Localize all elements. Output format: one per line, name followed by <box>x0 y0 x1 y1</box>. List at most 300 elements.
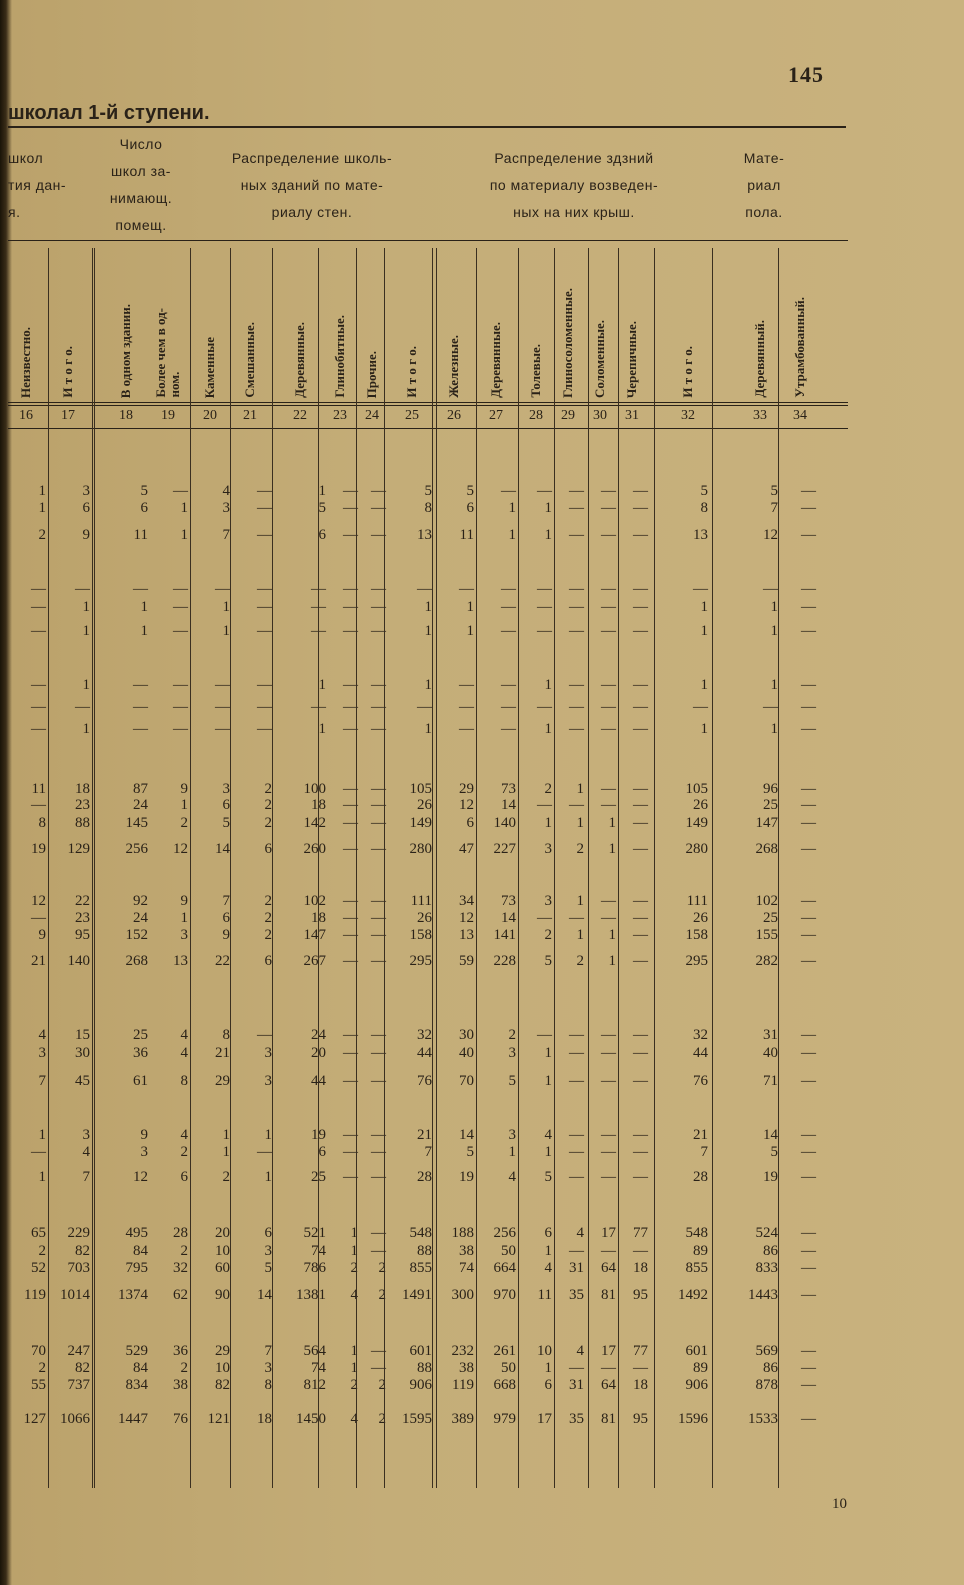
table-cell: — <box>569 721 584 737</box>
table-cell: 6 <box>264 841 272 857</box>
table-row <box>8 950 848 972</box>
table-cell: 26 <box>693 910 708 926</box>
table-cell: — <box>633 699 648 715</box>
table-cell: — <box>31 677 46 693</box>
column-header-label: В одном здании. <box>118 303 133 398</box>
table-cell: 1 <box>700 623 708 639</box>
table-cell: — <box>257 599 272 615</box>
table-cell: — <box>343 953 358 969</box>
table-cell: 5 <box>222 815 230 831</box>
table-cell: 1 <box>770 677 778 693</box>
table-cell: 2 <box>378 1411 386 1427</box>
column-number: 16 <box>19 408 33 423</box>
column-divider <box>432 248 433 1488</box>
table-cell: 14 <box>459 1127 474 1143</box>
table-cell: 14 <box>257 1287 272 1303</box>
table-cell: 14 <box>501 910 516 926</box>
table-cell: 1 <box>222 1144 230 1160</box>
table-cell: 35 <box>569 1287 584 1303</box>
column-header-label: И т о г о. <box>680 346 695 398</box>
table-cell: — <box>371 1045 386 1061</box>
table-cell: — <box>31 910 46 926</box>
table-cell: 2 <box>544 927 552 943</box>
table-cell: 834 <box>125 1377 148 1393</box>
table-cell: — <box>601 623 616 639</box>
table-cell: 1 <box>576 781 584 797</box>
table-cell: — <box>801 699 816 715</box>
table-cell: 8 <box>700 500 708 516</box>
table-cell: 141 <box>493 927 516 943</box>
table-cell: — <box>601 1045 616 1061</box>
table-cell: — <box>31 1144 46 1160</box>
table-cell: — <box>343 527 358 543</box>
table-cell: — <box>215 699 230 715</box>
table-cell: 1 <box>318 677 326 693</box>
table-cell: 4 <box>544 1127 552 1143</box>
table-cell: 55 <box>31 1377 46 1393</box>
table-cell: 2 <box>38 527 46 543</box>
table-cell: 1 <box>82 599 90 615</box>
table-cell: — <box>173 721 188 737</box>
table-cell: — <box>343 483 358 499</box>
table-cell: 524 <box>755 1225 778 1241</box>
table-cell: 5 <box>264 1260 272 1276</box>
table-cell: — <box>501 483 516 499</box>
table-cell: 3 <box>508 1127 516 1143</box>
table-cell: 21 <box>215 1045 230 1061</box>
table-cell: 86 <box>763 1360 778 1376</box>
table-cell: — <box>371 1073 386 1089</box>
table-cell: — <box>601 1073 616 1089</box>
table-cell: 3 <box>222 500 230 516</box>
table-cell: 8 <box>222 1027 230 1043</box>
column-header-label: Железные. <box>446 335 461 398</box>
table-cell: 12 <box>31 893 46 909</box>
table-cell: — <box>801 623 816 639</box>
column-header-label: Деревянные. <box>488 322 503 398</box>
table-cell: — <box>75 581 90 597</box>
table-row <box>8 1166 848 1188</box>
table-cell: — <box>633 1073 648 1089</box>
table-cell: — <box>801 841 816 857</box>
table-cell: 6 <box>82 500 90 516</box>
table-cell: 795 <box>125 1260 148 1276</box>
column-number: 30 <box>593 408 607 423</box>
column-divider <box>92 248 93 1488</box>
table-cell: 268 <box>755 841 778 857</box>
column-header-label: Деревянный. <box>752 320 767 398</box>
table-cell: — <box>633 1127 648 1143</box>
table-cell: — <box>343 599 358 615</box>
column-header-17 <box>48 248 88 398</box>
table-cell: 119 <box>24 1287 46 1303</box>
table-cell: 4 <box>180 1127 188 1143</box>
table-cell: 50 <box>501 1360 516 1376</box>
table-cell: 6 <box>318 1144 326 1160</box>
table-cell: 280 <box>409 841 432 857</box>
column-divider <box>712 248 713 1488</box>
table-cell: — <box>601 721 616 737</box>
table-cell: — <box>801 953 816 969</box>
column-header-20 <box>190 248 230 398</box>
table-cell: 18 <box>311 797 326 813</box>
column-number: 23 <box>333 408 347 423</box>
table-cell: — <box>343 910 358 926</box>
table-cell: 256 <box>125 841 148 857</box>
table-cell: 188 <box>451 1225 474 1241</box>
table-cell: — <box>537 483 552 499</box>
table-cell: 14 <box>215 841 230 857</box>
table-cell: 4 <box>508 1169 516 1185</box>
table-cell: 2 <box>180 1360 188 1376</box>
column-header-32 <box>668 248 708 398</box>
table-cell: 548 <box>685 1225 708 1241</box>
table-cell: — <box>801 581 816 597</box>
table-cell: — <box>371 815 386 831</box>
table-cell: — <box>801 781 816 797</box>
table-cell: — <box>801 1045 816 1061</box>
table-cell: 3 <box>38 1045 46 1061</box>
table-cell: 3 <box>264 1360 272 1376</box>
table-row <box>8 1374 848 1396</box>
table-cell: 2 <box>350 1260 358 1276</box>
table-cell: 29 <box>215 1073 230 1089</box>
table-cell: 3 <box>544 841 552 857</box>
table-cell: 1 <box>140 623 148 639</box>
table-cell: — <box>633 1169 648 1185</box>
table-cell: 1 <box>544 1144 552 1160</box>
table-row <box>8 674 848 696</box>
table-cell: 22 <box>75 893 90 909</box>
column-divider <box>778 248 779 1488</box>
table-cell: — <box>801 1169 816 1185</box>
table-cell: 1 <box>508 527 516 543</box>
table-cell: 295 <box>409 953 432 969</box>
table-cell: 13 <box>173 953 188 969</box>
table-cell: 62 <box>173 1287 188 1303</box>
table-cell: 88 <box>417 1243 432 1259</box>
table-cell: — <box>31 699 46 715</box>
table-cell: 26 <box>417 910 432 926</box>
column-number: 33 <box>753 408 767 423</box>
table-cell: 32 <box>173 1260 188 1276</box>
table-cell: 1 <box>544 815 552 831</box>
table-cell: 1 <box>576 815 584 831</box>
table-row <box>8 1408 848 1430</box>
table-cell: 1 <box>576 927 584 943</box>
column-divider <box>190 248 191 1488</box>
table-cell: 1 <box>544 1073 552 1089</box>
table-cell: 40 <box>763 1045 778 1061</box>
table-cell: — <box>801 927 816 943</box>
table-cell: 25 <box>763 797 778 813</box>
table-cell: 1 <box>38 1127 46 1143</box>
table-cell: — <box>801 1260 816 1276</box>
table-cell: 24 <box>133 910 148 926</box>
table-row <box>8 1141 848 1163</box>
table-cell: 11 <box>31 781 46 797</box>
table-cell: 295 <box>685 953 708 969</box>
table-cell: — <box>371 1343 386 1359</box>
table-row <box>8 718 848 740</box>
table-cell: 5 <box>770 1144 778 1160</box>
table-row <box>8 1284 848 1306</box>
table-cell: 87 <box>133 781 148 797</box>
table-cell: 1 <box>544 1360 552 1376</box>
table-cell: 18 <box>633 1260 648 1276</box>
table-cell: 9 <box>38 927 46 943</box>
table-cell: 1 <box>700 677 708 693</box>
table-cell: 855 <box>685 1260 708 1276</box>
table-cell: 7 <box>700 1144 708 1160</box>
table-cell: — <box>417 699 432 715</box>
table-cell: — <box>371 893 386 909</box>
column-header-21 <box>230 248 270 398</box>
table-cell: — <box>215 581 230 597</box>
table-cell: 1 <box>608 927 616 943</box>
table-cell: — <box>801 893 816 909</box>
table-cell: 1 <box>608 815 616 831</box>
column-header-label: Прочие. <box>364 350 379 398</box>
table-cell: — <box>569 1243 584 1259</box>
table-cell: 1533 <box>748 1411 778 1427</box>
table-row <box>8 812 848 834</box>
table-cell: 267 <box>303 953 326 969</box>
table-cell: 1492 <box>678 1287 708 1303</box>
table-cell: — <box>133 677 148 693</box>
table-cell: — <box>371 581 386 597</box>
table-cell: — <box>633 500 648 516</box>
table-cell: 82 <box>215 1377 230 1393</box>
table-cell: — <box>311 599 326 615</box>
table-cell: — <box>343 1169 358 1185</box>
table-cell: — <box>601 1243 616 1259</box>
table-cell: — <box>173 623 188 639</box>
table-cell: 1 <box>424 721 432 737</box>
table-cell: 979 <box>493 1411 516 1427</box>
table-cell: 1 <box>544 677 552 693</box>
table-cell: 29 <box>459 781 474 797</box>
table-cell: 31 <box>763 1027 778 1043</box>
table-cell: 13 <box>693 527 708 543</box>
table-cell: — <box>343 815 358 831</box>
table-cell: 84 <box>133 1243 148 1259</box>
table-cell: 19 <box>459 1169 474 1185</box>
group-header-1: Число школ за- нимающ. помещ. <box>109 136 173 233</box>
table-cell: 2 <box>544 781 552 797</box>
table-cell: — <box>601 781 616 797</box>
table-cell: — <box>633 1045 648 1061</box>
table-cell: 1 <box>770 623 778 639</box>
table-cell: — <box>693 699 708 715</box>
table-cell: 89 <box>693 1243 708 1259</box>
column-header-label: Утрамбованный. <box>792 297 807 398</box>
table-cell: 73 <box>501 781 516 797</box>
table-cell: 228 <box>493 953 516 969</box>
table-cell: — <box>801 1411 816 1427</box>
table-cell: 1 <box>180 910 188 926</box>
table-cell: — <box>257 721 272 737</box>
table-cell: — <box>501 581 516 597</box>
table-row <box>8 838 848 860</box>
table-cell: — <box>537 797 552 813</box>
table-cell: — <box>763 581 778 597</box>
table-cell: 14 <box>501 797 516 813</box>
table-cell: 9 <box>180 893 188 909</box>
table-cell: 5 <box>318 500 326 516</box>
table-cell: 1595 <box>402 1411 432 1427</box>
column-divider <box>518 248 519 1488</box>
table-cell: 158 <box>409 927 432 943</box>
table-cell: 1 <box>466 599 474 615</box>
table-cell: 25 <box>763 910 778 926</box>
table-row <box>8 596 848 618</box>
table-cell: — <box>601 677 616 693</box>
column-number: 17 <box>61 408 75 423</box>
table-cell: — <box>371 527 386 543</box>
column-header-27 <box>476 248 516 398</box>
table-cell: 145 <box>125 815 148 831</box>
table-cell: 44 <box>417 1045 432 1061</box>
table-cell: — <box>371 1027 386 1043</box>
table-row <box>8 1257 848 1279</box>
table-cell: 52 <box>31 1260 46 1276</box>
table-cell: — <box>633 841 648 857</box>
table-cell: — <box>371 1144 386 1160</box>
table-cell: — <box>633 797 648 813</box>
column-divider <box>48 248 49 1488</box>
table-cell: 4 <box>222 483 230 499</box>
table-cell: 34 <box>459 893 474 909</box>
table-cell: 5 <box>140 483 148 499</box>
table-cell: 12 <box>459 797 474 813</box>
table-cell: 7 <box>222 527 230 543</box>
column-divider <box>476 248 477 1488</box>
column-header-label: Деревянные. <box>292 322 307 398</box>
table-cell: — <box>343 581 358 597</box>
table-cell: — <box>633 1243 648 1259</box>
table-cell: — <box>633 893 648 909</box>
table-cell: 9 <box>140 1127 148 1143</box>
table-cell: 32 <box>417 1027 432 1043</box>
table-cell: — <box>173 699 188 715</box>
table-cell: 14 <box>763 1127 778 1143</box>
table-cell: — <box>633 527 648 543</box>
table-cell: 1 <box>544 500 552 516</box>
table-row <box>8 620 848 642</box>
table-cell: — <box>601 483 616 499</box>
table-cell: — <box>569 623 584 639</box>
table-cell: 601 <box>409 1343 432 1359</box>
table-cell: — <box>633 927 648 943</box>
table-cell: 13 <box>459 927 474 943</box>
table-cell: — <box>801 1027 816 1043</box>
table-cell: — <box>601 1360 616 1376</box>
table-cell: 260 <box>303 841 326 857</box>
table-cell: — <box>311 623 326 639</box>
table-cell: 2 <box>350 1377 358 1393</box>
table-cell: 6 <box>544 1377 552 1393</box>
table-cell: 1 <box>350 1243 358 1259</box>
column-divider <box>618 248 619 1488</box>
table-cell: 127 <box>23 1411 46 1427</box>
table-cell: 35 <box>569 1411 584 1427</box>
table-cell: 8 <box>38 815 46 831</box>
table-cell: 30 <box>75 1045 90 1061</box>
table-cell: 89 <box>693 1360 708 1376</box>
table-cell: 4 <box>576 1225 584 1241</box>
column-numbers-row <box>8 408 848 428</box>
table-cell: 3 <box>222 781 230 797</box>
table-cell: — <box>569 1360 584 1376</box>
table-cell: 4 <box>544 1260 552 1276</box>
table-cell: 17 <box>601 1225 616 1241</box>
table-cell: 1 <box>508 500 516 516</box>
table-cell: — <box>371 623 386 639</box>
table-cell: — <box>801 721 816 737</box>
table-cell: 2 <box>576 841 584 857</box>
table-cell: 1 <box>608 953 616 969</box>
footer-number: 10 <box>832 1496 847 1512</box>
table-cell: 23 <box>75 797 90 813</box>
table-cell: 2 <box>508 1027 516 1043</box>
table-cell: 26 <box>417 797 432 813</box>
table-cell: 102 <box>303 893 326 909</box>
column-number: 32 <box>681 408 695 423</box>
table-cell: — <box>257 500 272 516</box>
table-cell: — <box>801 1073 816 1089</box>
table-cell: 4 <box>576 1343 584 1359</box>
table-cell: 2 <box>264 797 272 813</box>
table-cell: 1 <box>180 527 188 543</box>
column-header-label: Черепичные. <box>624 320 639 398</box>
table-cell: 1 <box>700 599 708 615</box>
table-cell: 18 <box>257 1411 272 1427</box>
table-cell: 44 <box>693 1045 708 1061</box>
table-cell: 1 <box>38 1169 46 1185</box>
column-header-18 <box>106 248 146 398</box>
table-cell: 229 <box>67 1225 90 1241</box>
table-cell: 32 <box>693 1027 708 1043</box>
table-cell: — <box>569 1144 584 1160</box>
table-cell: — <box>601 797 616 813</box>
table-cell: 3 <box>82 483 90 499</box>
table-row <box>8 497 848 519</box>
table-cell: — <box>417 581 432 597</box>
table-cell: 495 <box>125 1225 148 1241</box>
table-cell: 1 <box>38 500 46 516</box>
table-cell: 18 <box>311 910 326 926</box>
table-cell: 1 <box>318 721 326 737</box>
table-cell: — <box>801 1127 816 1143</box>
table-cell: 84 <box>133 1360 148 1376</box>
table-cell: — <box>601 699 616 715</box>
table-cell: — <box>801 677 816 693</box>
table-cell: — <box>693 581 708 597</box>
table-cell: 95 <box>633 1411 648 1427</box>
table-cell: — <box>257 677 272 693</box>
table-cell: 1 <box>38 483 46 499</box>
table-cell: 19 <box>311 1127 326 1143</box>
table-cell: 1596 <box>678 1411 708 1427</box>
column-number: 29 <box>561 408 575 423</box>
table-cell: 664 <box>493 1260 516 1276</box>
table-cell: — <box>311 581 326 597</box>
table-cell: — <box>343 797 358 813</box>
column-header-label: И т о г о. <box>404 346 419 398</box>
table-cell: — <box>569 1045 584 1061</box>
table-cell: — <box>371 1360 386 1376</box>
